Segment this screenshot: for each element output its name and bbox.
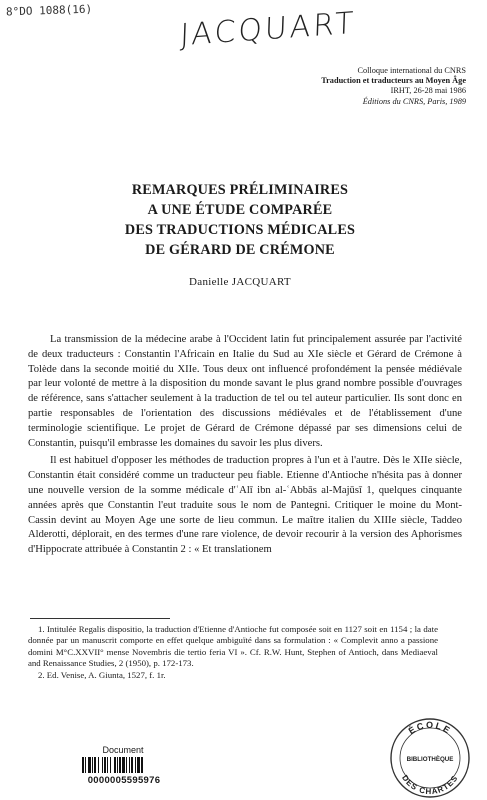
library-stamp-icon [388,716,472,800]
title-line-1: REMARQUES PRÉLIMINAIRES [131,182,349,198]
stamp-bottom-text: DES CHARTES [400,773,460,797]
colloque-line-3: IRHT, 26-28 mai 1986 [390,86,466,96]
article-title [40,180,440,260]
footnote-1: 1. Intitulée Regalis dispositio, la traduction d'Etienne d'Antioche fut composée soit en 1127 soit en 1154 ; la date donnée par un manuscrit comporte en effet quelque ambiguïté dans sa formulation : « Complevit anno a passione domini M°C.XXVII° mense Novembris die tertio feria VI ». Cf. R.W. Hunt, Stephen of Antioch, dans Mediaeval and Renaissance Studies, 2 (1950), p. 172-173. [28,624,438,669]
handwritten-shelfmark: 8°DO 1088(16) [5,2,93,19]
barcode-label: Document [102,745,144,755]
title-line-3: DES TRADUCTIONS MÉDICALES [124,222,356,238]
paragraph-1: La transmission de la médecine arabe à l'Occident latin fut principalement assurée par l'activité de deux traducteurs : Constantin l'Africain en Italie du Sud au XIe siècle et Gérard de Crémone à Tolède dans la seconde moitié du XIIe. Tous deux ont influencé profondément la pensée médiévale par leur volonté de mettre à la disposition du monde savant le plus grand nombre possible d'ouvrages de référence, sans s'attacher seulement à la traduction de tel ou tel auteur particulier. Ils sont donc en partie responsables de l'orientation des discussions médiévales et de l'établissement d'une terminologie scientifique. Le projet de Gérard de Crémone dépassé par ses dimensions celui de Constantin, puisqu'il embrasse les domaines du savoir les plus divers. [28,334,462,449]
stamp-middle-text: BIBLIOTHÈQUE [406,756,454,763]
footnotes [28,624,438,681]
colloque-line-1: Colloque international du CNRS [357,66,466,75]
colloque-header [246,66,466,107]
title-line-4: DE GÉRARD DE CRÉMONE [145,242,335,258]
barcode-number: 0000005595976 [87,775,161,786]
article-body [28,333,462,561]
colloque-line-4: Éditions du CNRS, Paris, 1989 [362,96,466,106]
author-name: Danielle JACQUART [189,276,291,288]
stamp-top-text: ÉCOLE [406,719,454,737]
handwritten-author-name: JACQUART [179,5,357,54]
paragraph-2: Il est habituel d'opposer les méthodes de traduction propres à l'un et à l'autre. Dès le XIIe siècle, Constantin était considéré comme un traducteur peu fiable. Etienne d'Antioche n'hésita pas à donner une nouvelle version de la somme médicale d'ʿAlī ibn al-ʿAbbās al-Majūsī 1, quelques cinquante années après que Constantin l'eut traduite sous le nom de Pantegni. Critiquer le moine du Mont-Cassin devint au Moyen Age une sorte de lieu commun. Le maître italien du XIIIe siècle, Taddeo Alderotti, déplorait, en des termes d'une rare violence, de devoir recourir à la version des Aphorismes d'Hippocrate attribuée à Constantin 2 : « Et translationem [28,455,462,556]
colloque-line-2: Traduction et traducteurs au Moyen Âge [321,76,466,86]
barcode-bars [82,757,164,773]
footnote-rule [30,618,170,619]
svg-text:DES CHARTES [400,773,460,796]
title-line-2: A UNE ÉTUDE COMPARÉE [147,202,333,218]
barcode-bar [143,757,144,773]
footnote-2: 2. Ed. Venise, A. Giunta, 1527, f. 1r. [38,669,166,680]
